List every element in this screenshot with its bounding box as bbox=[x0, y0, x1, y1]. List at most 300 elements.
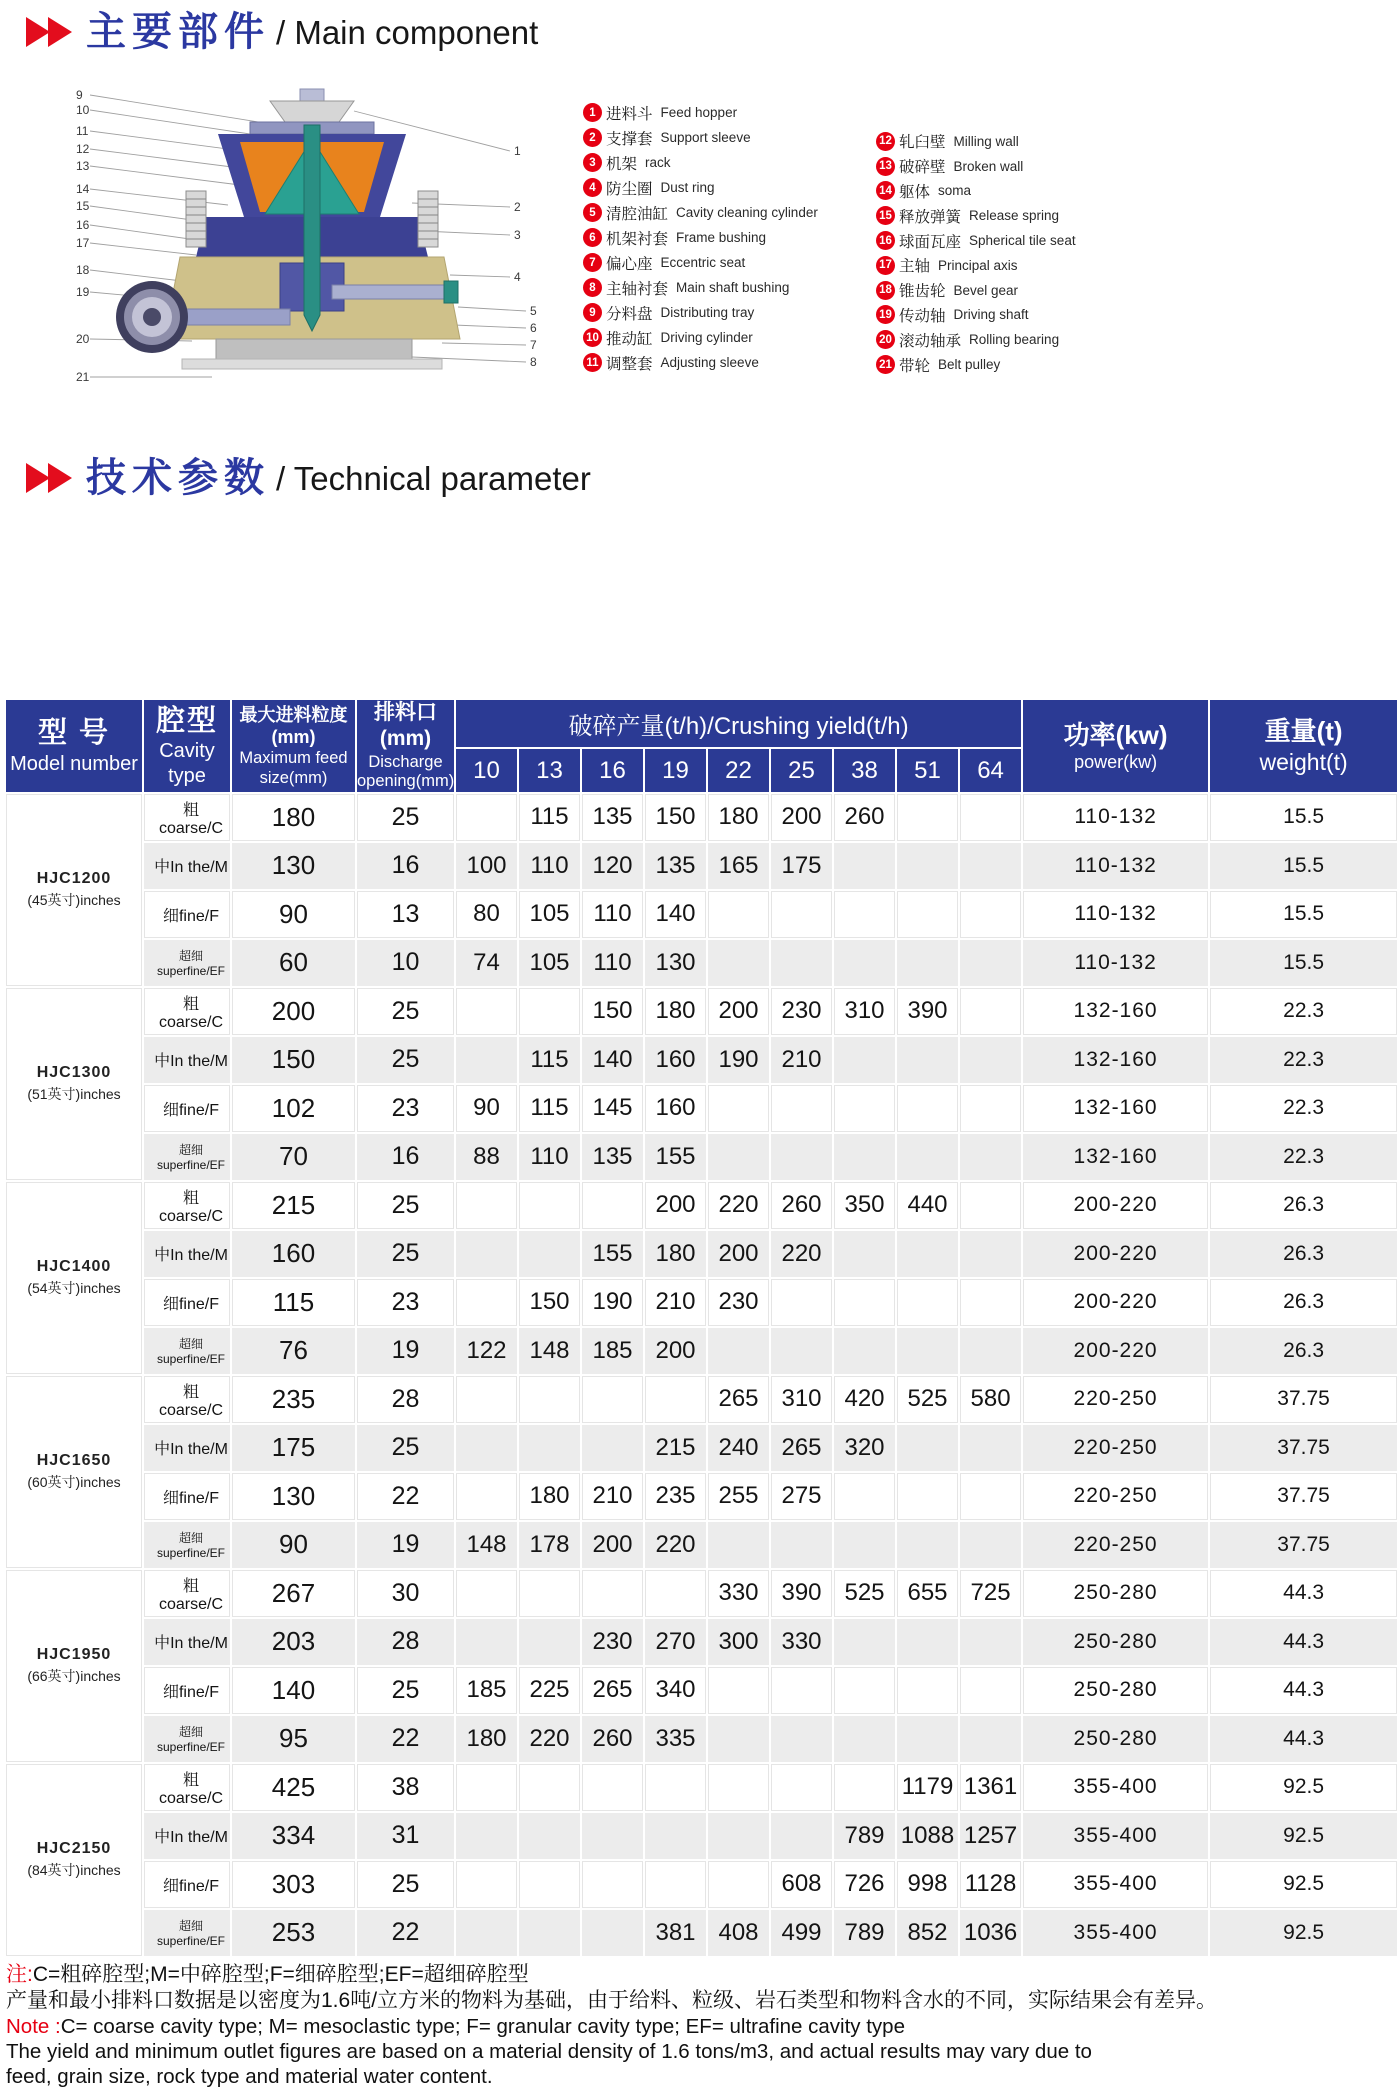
table-row bbox=[6, 794, 1397, 841]
yield-cell: 220 bbox=[771, 1231, 832, 1278]
discharge-cell: 10 bbox=[357, 940, 454, 987]
max-feed-cell: 90 bbox=[232, 891, 355, 938]
part-name-en: Principal axis bbox=[938, 257, 1018, 273]
weight-cell: 92.5 bbox=[1210, 1861, 1397, 1908]
model-number: HJC1650 bbox=[36, 1452, 112, 1470]
yield-cell: 725 bbox=[960, 1570, 1021, 1617]
yield-cell bbox=[897, 794, 958, 841]
yield-cell: 265 bbox=[771, 1425, 832, 1472]
diagram-callout-3: 3 bbox=[514, 228, 521, 242]
yield-cell: 220 bbox=[645, 1522, 706, 1569]
cavity-type-cell: 中In the/M bbox=[144, 843, 230, 890]
yield-cell bbox=[708, 1085, 769, 1132]
yield-cell: 135 bbox=[582, 1134, 643, 1181]
yield-cell bbox=[708, 1764, 769, 1811]
yield-cell: 408 bbox=[708, 1910, 769, 1957]
yield-cell: 1361 bbox=[960, 1764, 1021, 1811]
part-name-en: Distributing tray bbox=[660, 305, 755, 320]
part-name-en: Release spring bbox=[969, 208, 1060, 224]
max-feed-cell: 334 bbox=[232, 1813, 355, 1860]
yield-cell bbox=[834, 1764, 895, 1811]
diagram-callout-5: 5 bbox=[530, 304, 537, 318]
part-item-15 bbox=[876, 203, 1206, 228]
weight-cell: 15.5 bbox=[1210, 843, 1397, 890]
yield-cell: 180 bbox=[519, 1473, 580, 1520]
power-cell: 132-160 bbox=[1023, 1037, 1208, 1084]
diagram-callout-11: 11 bbox=[76, 124, 89, 138]
part-name-en: Driving shaft bbox=[953, 307, 1029, 323]
yield-cell: 180 bbox=[708, 794, 769, 841]
yield-cell bbox=[456, 1861, 517, 1908]
part-item-21 bbox=[876, 352, 1206, 377]
discharge-cell: 28 bbox=[357, 1376, 454, 1423]
diagram-callout-13: 13 bbox=[76, 159, 90, 173]
yield-cell: 1179 bbox=[897, 1764, 958, 1811]
yield-cell bbox=[456, 1182, 517, 1229]
yield-cell: 115 bbox=[519, 1085, 580, 1132]
yield-cell: 148 bbox=[456, 1522, 517, 1569]
model-number: HJC1300 bbox=[36, 1064, 112, 1082]
yield-cell: 390 bbox=[897, 988, 958, 1035]
power-cell: 220-250 bbox=[1023, 1425, 1208, 1472]
part-name-en: rack bbox=[645, 155, 671, 170]
diagram-callout-12: 12 bbox=[76, 142, 90, 156]
table-row bbox=[6, 891, 1397, 938]
part-number-badge: 6 bbox=[583, 228, 602, 247]
power-cell: 220-250 bbox=[1023, 1473, 1208, 1520]
part-number-badge: 16 bbox=[876, 231, 895, 250]
table-row bbox=[6, 1716, 1397, 1763]
yield-cell: 260 bbox=[582, 1716, 643, 1763]
max-feed-cell: 90 bbox=[232, 1522, 355, 1569]
yield-cell: 215 bbox=[645, 1425, 706, 1472]
part-item-11 bbox=[583, 350, 913, 375]
table-row bbox=[6, 1231, 1397, 1278]
discharge-cell: 23 bbox=[357, 1085, 454, 1132]
cavity-type-cell: 中In the/M bbox=[144, 1425, 230, 1472]
yield-cell bbox=[960, 1716, 1021, 1763]
yield-cell: 115 bbox=[519, 794, 580, 841]
yield-cell: 200 bbox=[771, 794, 832, 841]
yield-cell: 80 bbox=[456, 891, 517, 938]
yield-column-header: 22 bbox=[708, 749, 769, 792]
part-name-en: Bevel gear bbox=[953, 282, 1019, 298]
yield-cell bbox=[456, 988, 517, 1035]
yield-cell: 255 bbox=[708, 1473, 769, 1520]
table-row bbox=[6, 1037, 1397, 1084]
part-item-9 bbox=[583, 300, 913, 325]
diagram-machine-body bbox=[116, 89, 460, 369]
part-name-zh: 清腔油缸 bbox=[606, 205, 669, 223]
yield-cell bbox=[960, 1037, 1021, 1084]
yield-cell bbox=[582, 1570, 643, 1617]
model-cell bbox=[6, 988, 142, 1180]
discharge-cell: 25 bbox=[357, 794, 454, 841]
part-name-zh: 进料斗 bbox=[606, 105, 653, 123]
discharge-cell: 19 bbox=[357, 1522, 454, 1569]
yield-cell bbox=[456, 1570, 517, 1617]
yield-cell bbox=[897, 1473, 958, 1520]
model-number: HJC1400 bbox=[36, 1258, 112, 1276]
cavity-type-cell: 粗coarse/C bbox=[144, 1764, 230, 1811]
power-cell: 132-160 bbox=[1023, 988, 1208, 1035]
power-cell: 355-400 bbox=[1023, 1861, 1208, 1908]
part-number-badge: 19 bbox=[876, 305, 895, 324]
part-name-en: Adjusting sleeve bbox=[660, 355, 759, 370]
part-name-zh: 锥齿轮 bbox=[899, 283, 946, 301]
part-name-zh: 主轴衬套 bbox=[606, 280, 669, 298]
yield-cell: 525 bbox=[897, 1376, 958, 1423]
yield-cell: 499 bbox=[771, 1910, 832, 1957]
yield-column-header: 38 bbox=[834, 749, 895, 792]
yield-cell: 200 bbox=[645, 1182, 706, 1229]
max-feed-cell: 180 bbox=[232, 794, 355, 841]
yield-column-header: 10 bbox=[456, 749, 517, 792]
cavity-type-cell: 粗coarse/C bbox=[144, 1570, 230, 1617]
part-number-badge: 21 bbox=[876, 355, 895, 374]
diagram-callout-14: 14 bbox=[76, 182, 90, 196]
yield-cell bbox=[960, 1328, 1021, 1375]
yield-cell: 150 bbox=[645, 794, 706, 841]
yield-cell: 165 bbox=[708, 843, 769, 890]
yield-cell bbox=[456, 794, 517, 841]
discharge-cell: 25 bbox=[357, 1182, 454, 1229]
part-name-zh: 防尘圈 bbox=[606, 180, 653, 198]
yield-cell bbox=[897, 940, 958, 987]
part-name-en: soma bbox=[938, 183, 972, 199]
max-feed-cell: 160 bbox=[232, 1231, 355, 1278]
yield-cell: 300 bbox=[708, 1619, 769, 1666]
model-size-label: (84英寸)inches bbox=[27, 1862, 121, 1879]
weight-cell: 22.3 bbox=[1210, 988, 1397, 1035]
part-name-zh: 机架 bbox=[606, 155, 638, 173]
part-item-2 bbox=[583, 125, 913, 150]
power-cell: 250-280 bbox=[1023, 1570, 1208, 1617]
yield-cell bbox=[834, 891, 895, 938]
model-cell bbox=[6, 1764, 142, 1956]
yield-cell bbox=[519, 1570, 580, 1617]
header-discharge-opening: 排料口(mm) Discharge opening(mm) bbox=[357, 701, 455, 791]
yield-cell bbox=[960, 1522, 1021, 1569]
weight-cell: 22.3 bbox=[1210, 1037, 1397, 1084]
yield-cell bbox=[960, 988, 1021, 1035]
yield-cell: 260 bbox=[834, 794, 895, 841]
yield-cell: 135 bbox=[645, 843, 706, 890]
yield-cell: 340 bbox=[645, 1667, 706, 1714]
yield-cell bbox=[456, 1910, 517, 1957]
weight-cell: 22.3 bbox=[1210, 1134, 1397, 1181]
yield-cell bbox=[834, 1279, 895, 1326]
note-en-1 bbox=[6, 2014, 1396, 2039]
yield-cell: 580 bbox=[960, 1376, 1021, 1423]
part-name-en: Milling wall bbox=[953, 133, 1019, 149]
power-cell: 250-280 bbox=[1023, 1619, 1208, 1666]
max-feed-cell: 253 bbox=[232, 1910, 355, 1957]
diagram-callout-4: 4 bbox=[514, 270, 521, 284]
power-cell: 110-132 bbox=[1023, 794, 1208, 841]
cavity-type-cell: 细fine/F bbox=[144, 1861, 230, 1908]
power-cell: 132-160 bbox=[1023, 1085, 1208, 1132]
part-number-badge: 20 bbox=[876, 330, 895, 349]
cavity-type-cell: 粗coarse/C bbox=[144, 794, 230, 841]
yield-cell: 235 bbox=[645, 1473, 706, 1520]
yield-cell: 110 bbox=[519, 843, 580, 890]
discharge-cell: 13 bbox=[357, 891, 454, 938]
yield-cell bbox=[582, 1813, 643, 1860]
part-name-en: Dust ring bbox=[660, 180, 715, 195]
part-item-8 bbox=[583, 275, 913, 300]
discharge-cell: 19 bbox=[357, 1328, 454, 1375]
yield-cell bbox=[582, 1425, 643, 1472]
power-cell: 200-220 bbox=[1023, 1279, 1208, 1326]
weight-cell: 92.5 bbox=[1210, 1813, 1397, 1860]
main-component-header bbox=[26, 6, 538, 58]
yield-cell bbox=[708, 1134, 769, 1181]
part-name-zh: 躯体 bbox=[899, 183, 931, 201]
yield-cell bbox=[834, 843, 895, 890]
yield-cell bbox=[582, 1376, 643, 1423]
yield-cell bbox=[582, 1910, 643, 1957]
yield-cell: 390 bbox=[771, 1570, 832, 1617]
part-number-badge: 11 bbox=[583, 353, 602, 372]
note-text-zh: C=粗碎腔型;M=中碎腔型;F=细碎腔型;EF=超细碎腔型 bbox=[32, 1963, 529, 1986]
discharge-cell: 25 bbox=[357, 1861, 454, 1908]
yield-cell bbox=[834, 1085, 895, 1132]
diagram-callout-18: 18 bbox=[76, 263, 90, 277]
yield-cell: 155 bbox=[582, 1231, 643, 1278]
part-item-4 bbox=[583, 175, 913, 200]
yield-cell: 230 bbox=[582, 1619, 643, 1666]
yield-cell bbox=[960, 940, 1021, 987]
section-title-en: / Technical parameter bbox=[276, 459, 591, 497]
yield-cell: 122 bbox=[456, 1328, 517, 1375]
note-en-3: feed, grain size, rock type and material water content. bbox=[6, 2065, 493, 2088]
part-number-badge: 10 bbox=[583, 328, 602, 347]
discharge-cell: 25 bbox=[357, 1425, 454, 1472]
red-arrow-icon bbox=[48, 463, 72, 493]
yield-cell: 190 bbox=[582, 1279, 643, 1326]
yield-cell: 330 bbox=[708, 1570, 769, 1617]
yield-cell: 225 bbox=[519, 1667, 580, 1714]
yield-cell: 230 bbox=[771, 988, 832, 1035]
diagram-callout-1: 1 bbox=[514, 144, 521, 158]
part-name-en: Rolling bearing bbox=[969, 332, 1060, 348]
table-row bbox=[6, 1619, 1397, 1666]
note-zh-2: 产量和最小排料口数据是以密度为1.6吨/立方米的物料为基础，由于给料、粒级、岩石类型和物料含水的不同，实际结果会有差异。 bbox=[6, 1989, 1218, 2012]
yield-cell bbox=[897, 1716, 958, 1763]
yield-cell: 130 bbox=[645, 940, 706, 987]
cavity-type-cell: 中In the/M bbox=[144, 1037, 230, 1084]
part-item-3 bbox=[583, 150, 913, 175]
yield-cell bbox=[834, 1716, 895, 1763]
part-number-badge: 2 bbox=[583, 128, 602, 147]
yield-cell bbox=[834, 1231, 895, 1278]
yield-cell bbox=[960, 1667, 1021, 1714]
yield-cell bbox=[456, 1764, 517, 1811]
max-feed-cell: 425 bbox=[232, 1764, 355, 1811]
diagram-callout-9: 9 bbox=[76, 88, 83, 102]
yield-cell: 525 bbox=[834, 1570, 895, 1617]
power-cell: 200-220 bbox=[1023, 1231, 1208, 1278]
power-cell: 355-400 bbox=[1023, 1764, 1208, 1811]
yield-cell: 140 bbox=[645, 891, 706, 938]
part-name-zh: 机架衬套 bbox=[606, 230, 669, 248]
yield-cell: 160 bbox=[645, 1085, 706, 1132]
yield-cell: 160 bbox=[645, 1037, 706, 1084]
power-cell: 355-400 bbox=[1023, 1910, 1208, 1957]
model-size-label: (54英寸)inches bbox=[27, 1280, 121, 1297]
yield-cell: 150 bbox=[519, 1279, 580, 1326]
yield-cell bbox=[519, 1861, 580, 1908]
model-number: HJC1950 bbox=[36, 1646, 112, 1664]
yield-cell bbox=[582, 1764, 643, 1811]
note-label-en: Note : bbox=[6, 2015, 61, 2038]
yield-cell: 789 bbox=[834, 1910, 895, 1957]
power-cell: 250-280 bbox=[1023, 1667, 1208, 1714]
yield-cell: 200 bbox=[582, 1522, 643, 1569]
yield-cell: 265 bbox=[582, 1667, 643, 1714]
cavity-type-cell: 细fine/F bbox=[144, 1279, 230, 1326]
yield-cell: 240 bbox=[708, 1425, 769, 1472]
yield-cell: 265 bbox=[708, 1376, 769, 1423]
yield-cell: 220 bbox=[708, 1182, 769, 1229]
weight-cell: 26.3 bbox=[1210, 1328, 1397, 1375]
cavity-type-cell: 中In the/M bbox=[144, 1813, 230, 1860]
yield-cell: 260 bbox=[771, 1182, 832, 1229]
table-row bbox=[6, 1425, 1397, 1472]
yield-cell: 381 bbox=[645, 1910, 706, 1957]
table-row bbox=[6, 1861, 1397, 1908]
part-name-en: Cavity cleaning cylinder bbox=[676, 205, 818, 220]
yield-cell bbox=[897, 1279, 958, 1326]
weight-cell: 26.3 bbox=[1210, 1231, 1397, 1278]
yield-cell bbox=[771, 1813, 832, 1860]
part-name-zh: 释放弹簧 bbox=[899, 208, 962, 226]
diagram-callout-19: 19 bbox=[76, 285, 90, 299]
parts-list-column-2 bbox=[876, 129, 1206, 377]
diagram-callout-7: 7 bbox=[530, 338, 537, 352]
yield-cell: 655 bbox=[897, 1570, 958, 1617]
yield-cell bbox=[960, 794, 1021, 841]
yield-cell bbox=[708, 1861, 769, 1908]
power-cell: 110-132 bbox=[1023, 891, 1208, 938]
discharge-cell: 30 bbox=[357, 1570, 454, 1617]
power-cell: 200-220 bbox=[1023, 1182, 1208, 1229]
yield-cell bbox=[582, 1861, 643, 1908]
header-model: 型 号 Model number bbox=[6, 700, 142, 792]
part-name-zh: 主轴 bbox=[899, 258, 931, 276]
part-name-en: Spherical tile seat bbox=[969, 233, 1076, 249]
yield-cell bbox=[708, 1667, 769, 1714]
yield-cell: 335 bbox=[645, 1716, 706, 1763]
diagram-callout-17: 17 bbox=[76, 236, 90, 250]
discharge-cell: 25 bbox=[357, 1667, 454, 1714]
weight-cell: 22.3 bbox=[1210, 1085, 1397, 1132]
yield-cell bbox=[960, 1425, 1021, 1472]
cavity-type-cell: 中In the/M bbox=[144, 1619, 230, 1666]
part-name-zh: 滚动轴承 bbox=[899, 332, 962, 350]
weight-cell: 92.5 bbox=[1210, 1910, 1397, 1957]
yield-column-header: 13 bbox=[519, 749, 580, 792]
part-name-en: Driving cylinder bbox=[660, 330, 753, 345]
cavity-type-cell: 超细superfine/EF bbox=[144, 1716, 230, 1763]
diagram-callout-2: 2 bbox=[514, 200, 521, 214]
yield-cell: 1257 bbox=[960, 1813, 1021, 1860]
table-row bbox=[6, 940, 1397, 987]
yield-cell bbox=[456, 1813, 517, 1860]
yield-cell: 1036 bbox=[960, 1910, 1021, 1957]
model-size-label: (66英寸)inches bbox=[27, 1668, 121, 1685]
yield-cell bbox=[897, 843, 958, 890]
table-row bbox=[6, 1328, 1397, 1375]
yield-cell bbox=[960, 1134, 1021, 1181]
yield-cell bbox=[456, 1376, 517, 1423]
max-feed-cell: 102 bbox=[232, 1085, 355, 1132]
model-size-label: (60英寸)inches bbox=[27, 1474, 121, 1491]
yield-column-header: 16 bbox=[582, 749, 643, 792]
yield-cell bbox=[456, 1473, 517, 1520]
part-number-badge: 14 bbox=[876, 181, 895, 200]
yield-cell bbox=[708, 1716, 769, 1763]
yield-cell bbox=[645, 1861, 706, 1908]
diagram-callout-21: 21 bbox=[76, 370, 90, 384]
cavity-type-cell: 粗coarse/C bbox=[144, 1376, 230, 1423]
discharge-cell: 16 bbox=[357, 843, 454, 890]
weight-cell: 92.5 bbox=[1210, 1764, 1397, 1811]
part-name-en: Support sleeve bbox=[660, 130, 751, 145]
yield-cell: 185 bbox=[456, 1667, 517, 1714]
max-feed-cell: 70 bbox=[232, 1134, 355, 1181]
part-number-badge: 3 bbox=[583, 153, 602, 172]
part-number-badge: 7 bbox=[583, 253, 602, 272]
cavity-type-cell: 细fine/F bbox=[144, 1667, 230, 1714]
yield-cell: 310 bbox=[771, 1376, 832, 1423]
discharge-cell: 22 bbox=[357, 1910, 454, 1957]
yield-cell bbox=[456, 1231, 517, 1278]
yield-cell: 135 bbox=[582, 794, 643, 841]
diagram-callout-10: 10 bbox=[76, 103, 90, 117]
max-feed-cell: 60 bbox=[232, 940, 355, 987]
yield-cell bbox=[708, 940, 769, 987]
yield-cell bbox=[456, 1279, 517, 1326]
yield-cell bbox=[897, 1231, 958, 1278]
parts-list-column-1 bbox=[583, 100, 913, 375]
yield-cell bbox=[645, 1570, 706, 1617]
part-name-zh: 传动轴 bbox=[899, 307, 946, 325]
part-number-badge: 8 bbox=[583, 278, 602, 297]
part-name-en: Frame bushing bbox=[676, 230, 767, 245]
yield-column-header: 19 bbox=[645, 749, 706, 792]
max-feed-cell: 150 bbox=[232, 1037, 355, 1084]
yield-cell bbox=[645, 1813, 706, 1860]
yield-cell bbox=[645, 1376, 706, 1423]
yield-cell: 1128 bbox=[960, 1861, 1021, 1908]
yield-cell: 180 bbox=[456, 1716, 517, 1763]
yield-cell bbox=[897, 1619, 958, 1666]
cavity-type-cell: 中In the/M bbox=[144, 1231, 230, 1278]
model-cell bbox=[6, 1376, 142, 1568]
max-feed-cell: 115 bbox=[232, 1279, 355, 1326]
part-item-14 bbox=[876, 179, 1206, 204]
part-number-badge: 15 bbox=[876, 206, 895, 225]
yield-cell bbox=[834, 940, 895, 987]
yield-cell bbox=[960, 1473, 1021, 1520]
part-number-badge: 5 bbox=[583, 203, 602, 222]
yield-cell bbox=[897, 891, 958, 938]
cavity-type-cell: 超细superfine/EF bbox=[144, 1328, 230, 1375]
table-row bbox=[6, 1182, 1397, 1229]
part-name-zh: 破碎壁 bbox=[899, 159, 946, 177]
